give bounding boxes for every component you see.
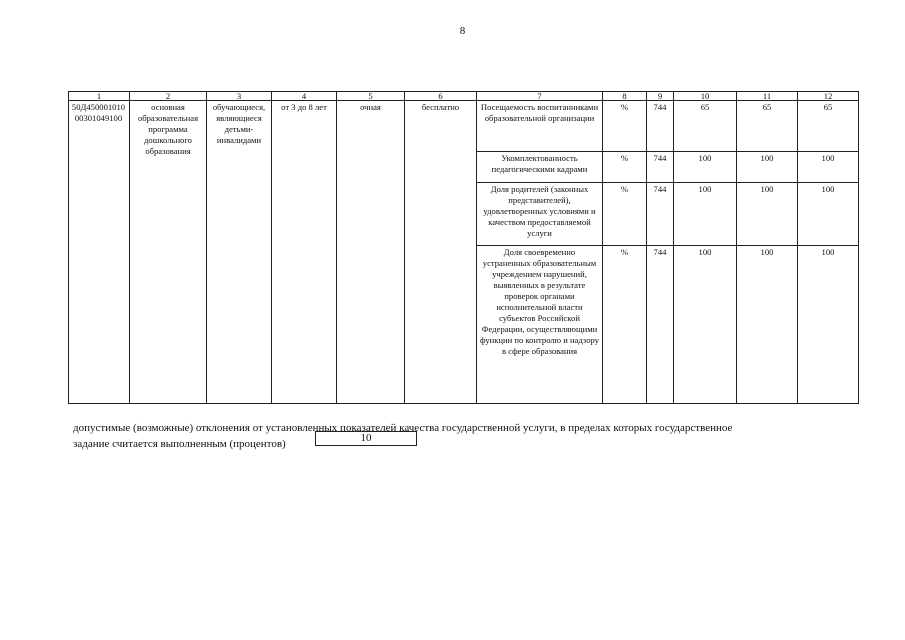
col-number: 12 [798, 92, 859, 101]
table-row [69, 101, 859, 152]
value-cell: 65 [674, 101, 737, 152]
unit-cell: % [603, 246, 647, 404]
indicator-name-cell: Доля своевременно устраненных образовательным учреждением нарушений, выявленных в результате проверок органами исполнительной власти субъектов Российской Федерации, осуществляющими функции по контролю и надзору в сфере образования [477, 246, 603, 404]
col-number: 6 [405, 92, 477, 101]
indicator-name-cell: Укомплектованность педагогическими кадрами [477, 152, 603, 183]
deviation-text-continued: задание считается выполненным (процентов) [73, 438, 286, 450]
deviation-value-box: 10 [315, 431, 417, 446]
value-cell: 100 [737, 152, 798, 183]
indicator-name-cell: Доля родителей (законных представителей), удовлетворенных условиями и качеством предоставляемой услуги [477, 183, 603, 246]
registry-code-cell: 50Д45000101000301049100 [69, 101, 130, 404]
col-number: 3 [207, 92, 272, 101]
column-numbers-row [69, 92, 859, 101]
value-cell: 100 [798, 246, 859, 404]
col-number: 2 [130, 92, 207, 101]
value-cell: 100 [674, 183, 737, 246]
okei-cell: 744 [647, 183, 674, 246]
unit-cell: % [603, 152, 647, 183]
consumer-category-cell: обучающиеся, являющиеся детьми-инвалидами [207, 101, 272, 404]
okei-cell: 744 [647, 246, 674, 404]
col-number: 9 [647, 92, 674, 101]
col-number: 1 [69, 92, 130, 101]
value-cell: 100 [737, 246, 798, 404]
payment-cell: бесплатно [405, 101, 477, 404]
deviation-text: допустимые (возможные) отклонения от установленных показателей качества государственной услуги, в пределах которых государственное [73, 422, 733, 434]
value-cell: 100 [798, 183, 859, 246]
value-cell: 100 [674, 246, 737, 404]
indicator-name-cell: Посещаемость воспитанниками образовательной организации [477, 101, 603, 152]
value-cell: 65 [798, 101, 859, 152]
value-cell: 100 [674, 152, 737, 183]
age-cell: от 3 до 8 лет [272, 101, 337, 404]
col-number: 11 [737, 92, 798, 101]
form-cell: очная [337, 101, 405, 404]
value-cell: 100 [737, 183, 798, 246]
col-number: 8 [603, 92, 647, 101]
service-content-cell: основная образовательная программа дошкольного образования [130, 101, 207, 404]
okei-cell: 744 [647, 152, 674, 183]
value-cell: 65 [737, 101, 798, 152]
okei-cell: 744 [647, 101, 674, 152]
col-number: 7 [477, 92, 603, 101]
col-number: 4 [272, 92, 337, 101]
quality-indicators-table [68, 91, 859, 404]
value-cell: 100 [798, 152, 859, 183]
page-number: 8 [459, 25, 466, 37]
col-number: 10 [674, 92, 737, 101]
col-number: 5 [337, 92, 405, 101]
unit-cell: % [603, 101, 647, 152]
unit-cell: % [603, 183, 647, 246]
